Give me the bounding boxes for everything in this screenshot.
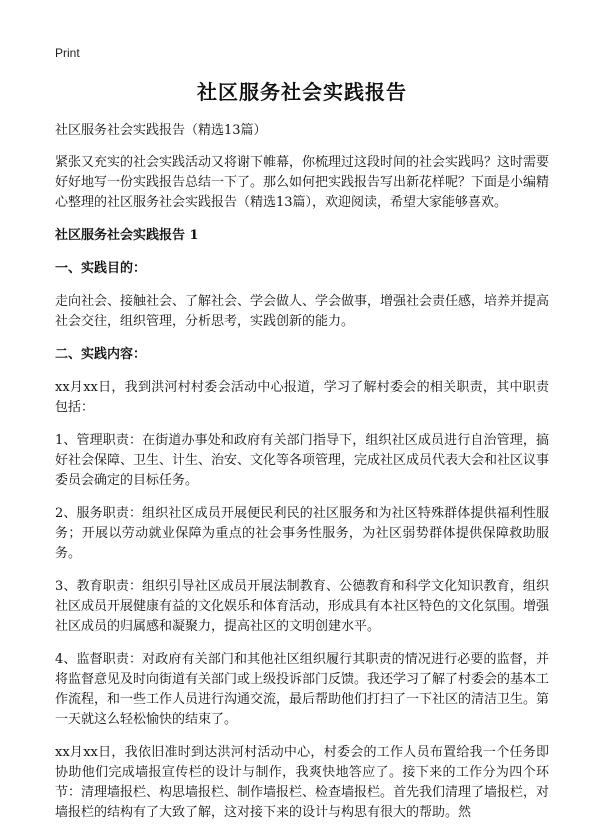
section2-heading: 二、实践内容： xyxy=(55,347,147,362)
section2-intro-paragraph: xx月xx日，我到洪河村村委会活动中心报道，学习了解村委会的相关职责，其中职责包括： xyxy=(55,380,549,415)
report-heading: 社区服务社会实践报告 1 xyxy=(55,228,199,243)
duty-supervision-paragraph: 4、监督职责：对政府有关部门和其他社区组织履行其职责的情况进行必要的监督，并将监督意见及时向街道有关部门或上级投诉部门反馈。我还学习了解了村委会的基本工作流程，和一些工作人员进行沟通交流，最后帮助他们打扫了一下社区的清洁卫生。第一天就这么轻松愉快的结束了。 xyxy=(55,652,550,727)
print-link[interactable]: Print xyxy=(55,46,80,60)
section1-heading: 一、实践目的： xyxy=(55,261,147,276)
duty-service-paragraph: 2、服务职责：组织社区成员开展便民利民的社区服务和为社区特殊群体提供福利性服务；开展以劳动就业保障为重点的社会事务性服务，为社区弱势群体提供保障救助服务。 xyxy=(55,506,549,561)
section1-paragraph: 走向社会、接触社会、了解社会、学会做人、学会做事，增强社会责任感，培养并提高社会交往，组织管理，分析思考，实践创新的能力。 xyxy=(55,294,550,329)
duty-education-paragraph: 3、教育职责：组织引导社区成员开展法制教育、公德教育和科学文化知识教育，组织社区成员开展健康有益的文化娱乐和体育活动，形成具有本社区特色的文化氛围。增强社区成员的归属感和凝聚力，提高社区的文明创建水平。 xyxy=(55,579,550,634)
page-title: 社区服务社会实践报告 xyxy=(197,80,407,104)
duty-management-paragraph: 1、管理职责：在街道办事处和政府有关部门指导下，组织社区成员进行自治管理，搞好社会保障、卫生、计生、治安、文化等各项管理，完成社区成员代表大会和社区议事委员会确定的目标任务。 xyxy=(55,433,550,488)
intro-paragraph: 紧张又充实的社会实践活动又将谢下帷幕，你梳理过这段时间的社会实践吗？这时需要好好地写一份实践报告总结一下了。那么如何把实践报告写出新花样呢？下面是小编精心整理的社区服务社会实践报告（精选13篇），欢迎阅读，希望大家能够喜欢。 xyxy=(55,155,550,210)
subtitle: 社区服务社会实践报告（精选13篇） xyxy=(55,123,267,138)
document-body xyxy=(55,76,549,836)
day2-paragraph: xx月xx日，我依旧准时到达洪河村活动中心，村委会的工作人员布置给我一个任务即协助他们完成墙报宣传栏的设计与制作，我爽快地答应了。接下来的工作分为四个环节：清理墙报栏、构思墙报栏、制作墙报栏、检查墙报栏。首先我们清理了墙报栏，对墙报栏的结构有了大致了解，这对接下来的设计与构思有很大的帮助。然 xyxy=(55,745,550,820)
